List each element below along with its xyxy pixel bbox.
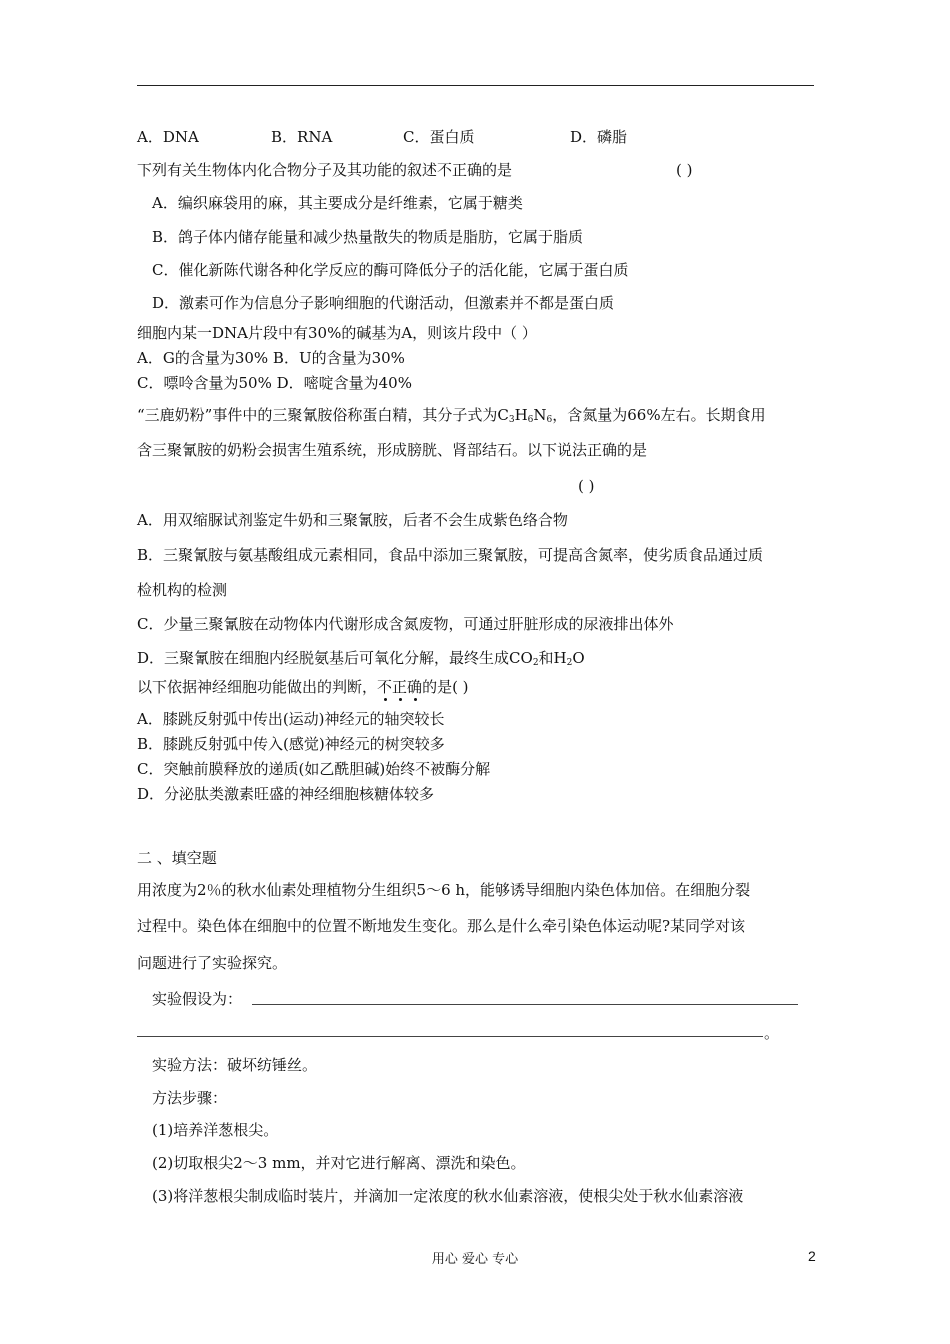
q4-stem-line2: 含三聚氰胺的奶粉会损害生殖系统，形成膀胱、肾部结石。以下说法正确的是 (137, 441, 648, 459)
q3-options-ab: A．G的含量为30% B．U的含量为30% (137, 349, 405, 367)
steps-label: 方法步骤： (152, 1089, 228, 1107)
q1-option-a: A．DNA (137, 128, 199, 146)
q5-option-b: B．膝跳反射弧中传入(感觉)神经元的树突较多 (137, 735, 445, 753)
section2-heading: 二 、填空题 (137, 849, 217, 867)
q5-option-a: A．膝跳反射弧中传出(运动)神经元的轴突较长 (137, 710, 445, 728)
page-number: 2 (808, 1248, 816, 1264)
q4-answer-paren: ( ) (578, 477, 595, 495)
footer-motto: 用心 爱心 专心 (431, 1252, 519, 1267)
q4-option-d: D．三聚氰胺在细胞内经脱氨基后可氧化分解，最终生成$CO_2$和$H_2O$ (137, 649, 585, 668)
step-3: (3)将洋葱根尖制成临时装片，并滴加一定浓度的秋水仙素溶液，使根尖处于秋水仙素溶液 (152, 1187, 744, 1205)
q2-stem: 下列有关生物体内化合物分子及其功能的叙述不正确的是 (137, 161, 513, 179)
section2-para-line2: 过程中。染色体在细胞中的位置不断地发生变化。那么是什么牵引染色体运动呢?某同学对该 (137, 917, 746, 935)
q2-option-b: B．鸽子体内储存能量和减少热量散失的物质是脂肪，它属于脂质 (152, 228, 584, 246)
q2-option-d: D．激素可作为信息分子影响细胞的代谢活动，但激素并不都是蛋白质 (152, 294, 615, 312)
q1-option-c: C．蛋白质 (403, 128, 475, 146)
q1-option-b: B．RNA (271, 128, 333, 146)
hypothesis-end-mark: 。 (764, 1024, 780, 1042)
section2-para-line3: 问题进行了实验探究。 (137, 954, 288, 972)
q4-option-b-line1: B．三聚氰胺与氨基酸组成元素相同，食品中添加三聚氰胺，可提高含氮率，使劣质食品通过质 (137, 546, 764, 564)
q2-answer-paren: ( ) (676, 161, 693, 179)
q5-stem: 以下依据神经细胞功能做出的判断，不正确的是( ) (137, 678, 469, 696)
hypothesis-label: 实验假设为： (152, 990, 243, 1008)
q4-option-b-line2: 检机构的检测 (137, 581, 228, 599)
q1-option-d: D．磷脂 (570, 128, 628, 146)
q4-option-a: A．用双缩脲试剂鉴定牛奶和三聚氰胺，后者不会生成紫色络合物 (137, 511, 568, 529)
section2-para-line1: 用浓度为2％的秋水仙素处理植物分生组织5～6 h，能够诱导细胞内染色体加倍。在细胞分裂 (137, 881, 751, 899)
q5-option-c: C．突触前膜释放的递质(如乙酰胆碱)始终不被酶分解 (137, 760, 491, 778)
q2-option-a: A．编织麻袋用的麻，其主要成分是纤维素，它属于糖类 (152, 194, 523, 212)
header-rule (137, 85, 814, 86)
q5-option-d: D．分泌肽类激素旺盛的神经细胞核糖体较多 (137, 785, 435, 803)
hypothesis-blank-line2[interactable] (137, 1036, 763, 1037)
q4-option-c: C．少量三聚氰胺在动物体内代谢形成含氮废物，可通过肝脏形成的尿液排出体外 (137, 615, 674, 633)
q2-option-c: C．催化新陈代谢各种化学反应的酶可降低分子的活化能，它属于蛋白质 (152, 261, 629, 279)
hypothesis-blank-line1[interactable] (252, 1004, 798, 1005)
q4-stem-line1: “三鹿奶粉”事件中的三聚氰胺俗称蛋白精，其分子式为$C_3H_6N_6$，含氮量为66%左右。长期食用 (137, 406, 766, 425)
q3-stem: 细胞内某一DNA片段中有30%的碱基为A，则该片段中（ ） (137, 324, 537, 342)
step-1: (1)培养洋葱根尖。 (152, 1121, 279, 1139)
q3-options-cd: C．嘌呤含量为50% D．嘧啶含量为40% (137, 374, 412, 392)
step-2: (2)切取根尖2～3 mm，并对它进行解离、漂洗和染色。 (152, 1154, 526, 1172)
method-text: 实验方法：破坏纺锤丝。 (152, 1056, 318, 1074)
